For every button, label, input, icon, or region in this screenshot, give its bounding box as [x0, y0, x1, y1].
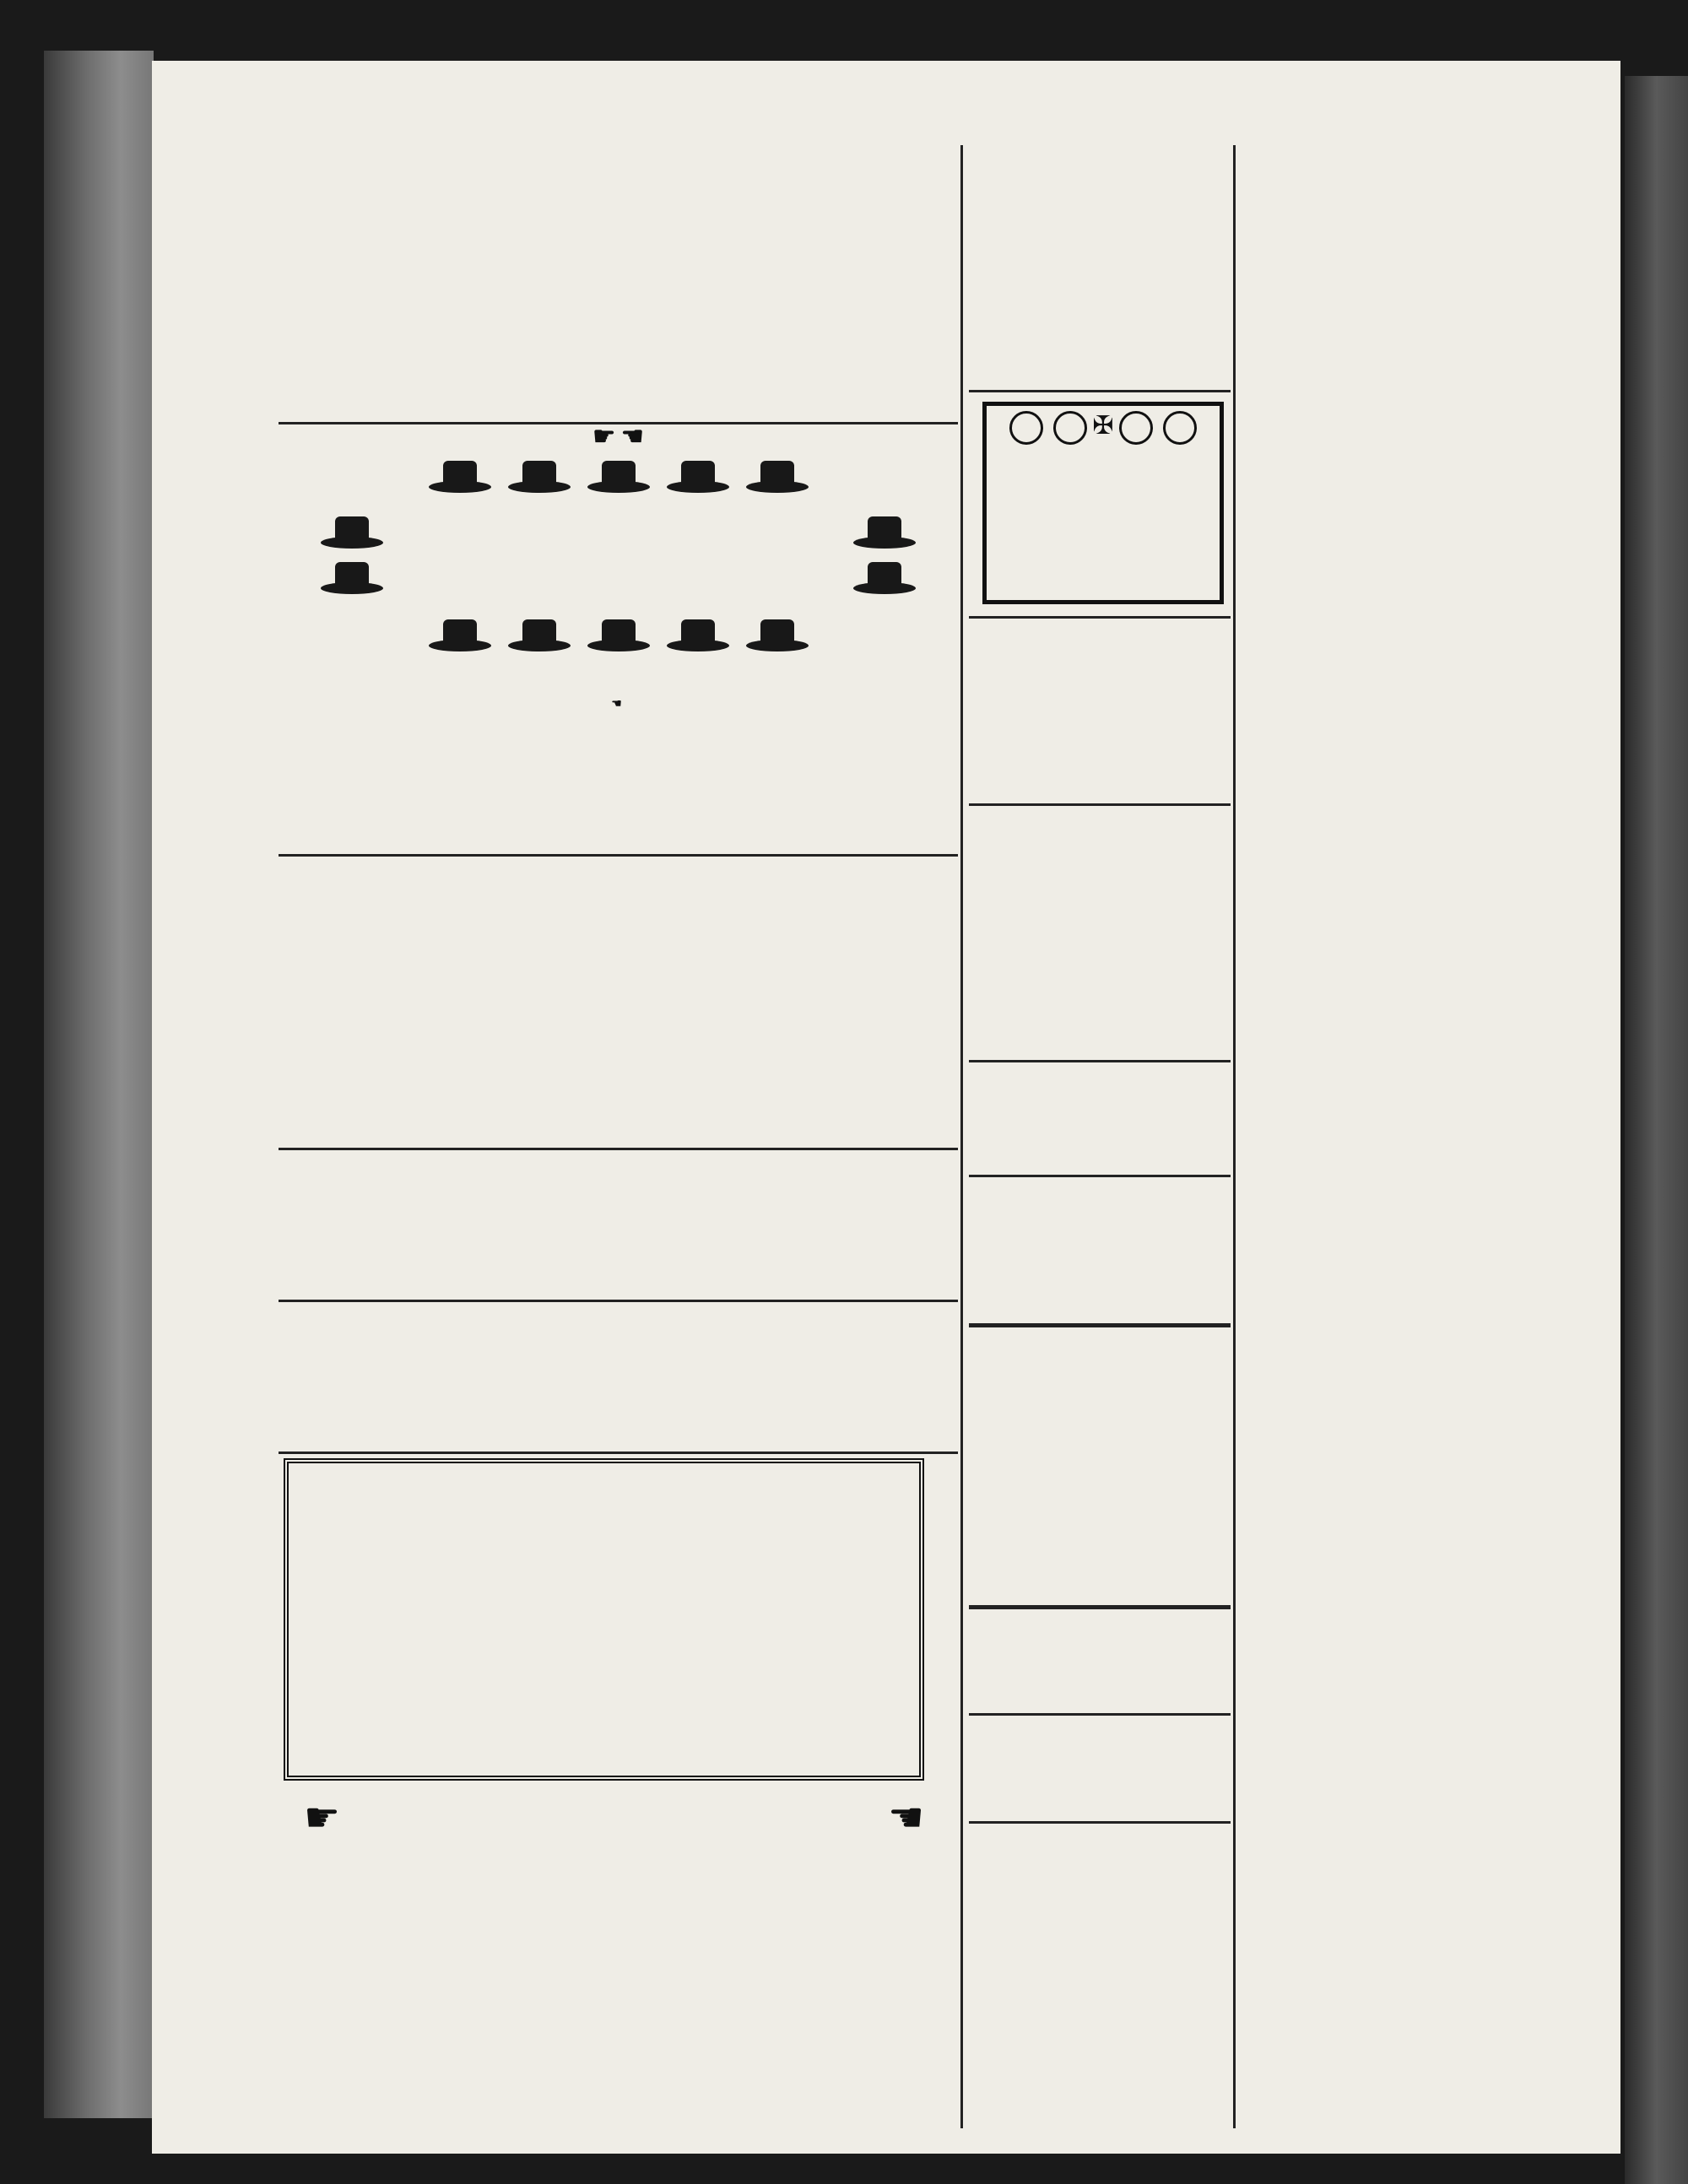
divider — [969, 390, 1231, 392]
sernatinger-side-left — [279, 479, 304, 733]
hat-icon — [667, 618, 729, 653]
hat-icon — [429, 618, 491, 653]
hat-icon — [746, 459, 809, 495]
hat-icon — [587, 459, 650, 495]
pointing-hand-icon: ☚ — [611, 697, 622, 711]
pointing-hand-icon: ☛ — [304, 1794, 341, 1841]
divider — [969, 1060, 1231, 1062]
ad-offener-platz — [969, 1718, 1231, 1819]
medal-icon — [1119, 411, 1153, 445]
sernatinger-side-right — [929, 462, 958, 749]
pointing-hand-icon: ☛ — [592, 429, 616, 451]
pointing-hand-icon: ☚ — [887, 1794, 924, 1841]
ad-kaffee — [969, 810, 1231, 1060]
hat-icon — [429, 459, 491, 495]
hat-icon — [853, 560, 916, 596]
medal-icon — [1053, 411, 1087, 445]
column-rule-left — [960, 145, 963, 2128]
newspaper-page — [152, 61, 1620, 2154]
adjacent-page-edge — [1625, 76, 1688, 2184]
hat-icon — [321, 515, 383, 550]
pointing-hand-icon: ☚ — [620, 429, 644, 451]
divider — [969, 616, 1231, 619]
hat-icon — [587, 618, 650, 653]
ad-mueller — [969, 150, 1231, 388]
hat-row-top — [312, 456, 924, 501]
divider — [969, 1713, 1231, 1716]
ad-todten — [969, 624, 1231, 802]
book-edge — [44, 51, 154, 2118]
ad-lehrling — [969, 1614, 1231, 1711]
hat-icon — [508, 618, 571, 653]
medal-icon — [1163, 411, 1197, 445]
hat-icon — [508, 459, 571, 495]
ad-bruchleiden — [969, 1333, 1231, 1603]
ad-kochherde — [969, 1065, 1231, 1173]
ad-huehneraugen — [982, 402, 1224, 604]
divider — [969, 1821, 1231, 1824]
column-rule-right — [1233, 145, 1236, 2128]
hat-icon — [853, 515, 916, 550]
ad-havre — [279, 861, 958, 1144]
column-middle — [969, 61, 1231, 2154]
divider — [279, 854, 958, 857]
divider — [279, 1451, 958, 1454]
divider — [279, 1148, 958, 1150]
ad-stockholz — [279, 154, 958, 422]
hat-row-bottom — [312, 614, 924, 660]
ad-sernatinger — [279, 429, 958, 851]
hat-icon — [667, 459, 729, 495]
divider — [969, 1323, 1231, 1327]
divider — [969, 1605, 1231, 1609]
divider — [969, 803, 1231, 806]
ad-kupper — [279, 1154, 958, 1298]
ad-knaben — [284, 1458, 924, 1781]
divider — [279, 422, 958, 424]
divider — [279, 1300, 958, 1302]
ad-wochenmarkt — [969, 1826, 1231, 2105]
ad-tapeten — [279, 1787, 958, 2083]
trademark-icon: ✠ — [1092, 411, 1114, 441]
divider — [969, 1175, 1231, 1177]
medal-icon — [1009, 411, 1043, 445]
column-left — [279, 61, 958, 2154]
hat-icon — [321, 560, 383, 596]
ad-bierhalle — [279, 1306, 958, 1450]
ad-widmer — [969, 1180, 1231, 1322]
hat-icon — [746, 618, 809, 653]
